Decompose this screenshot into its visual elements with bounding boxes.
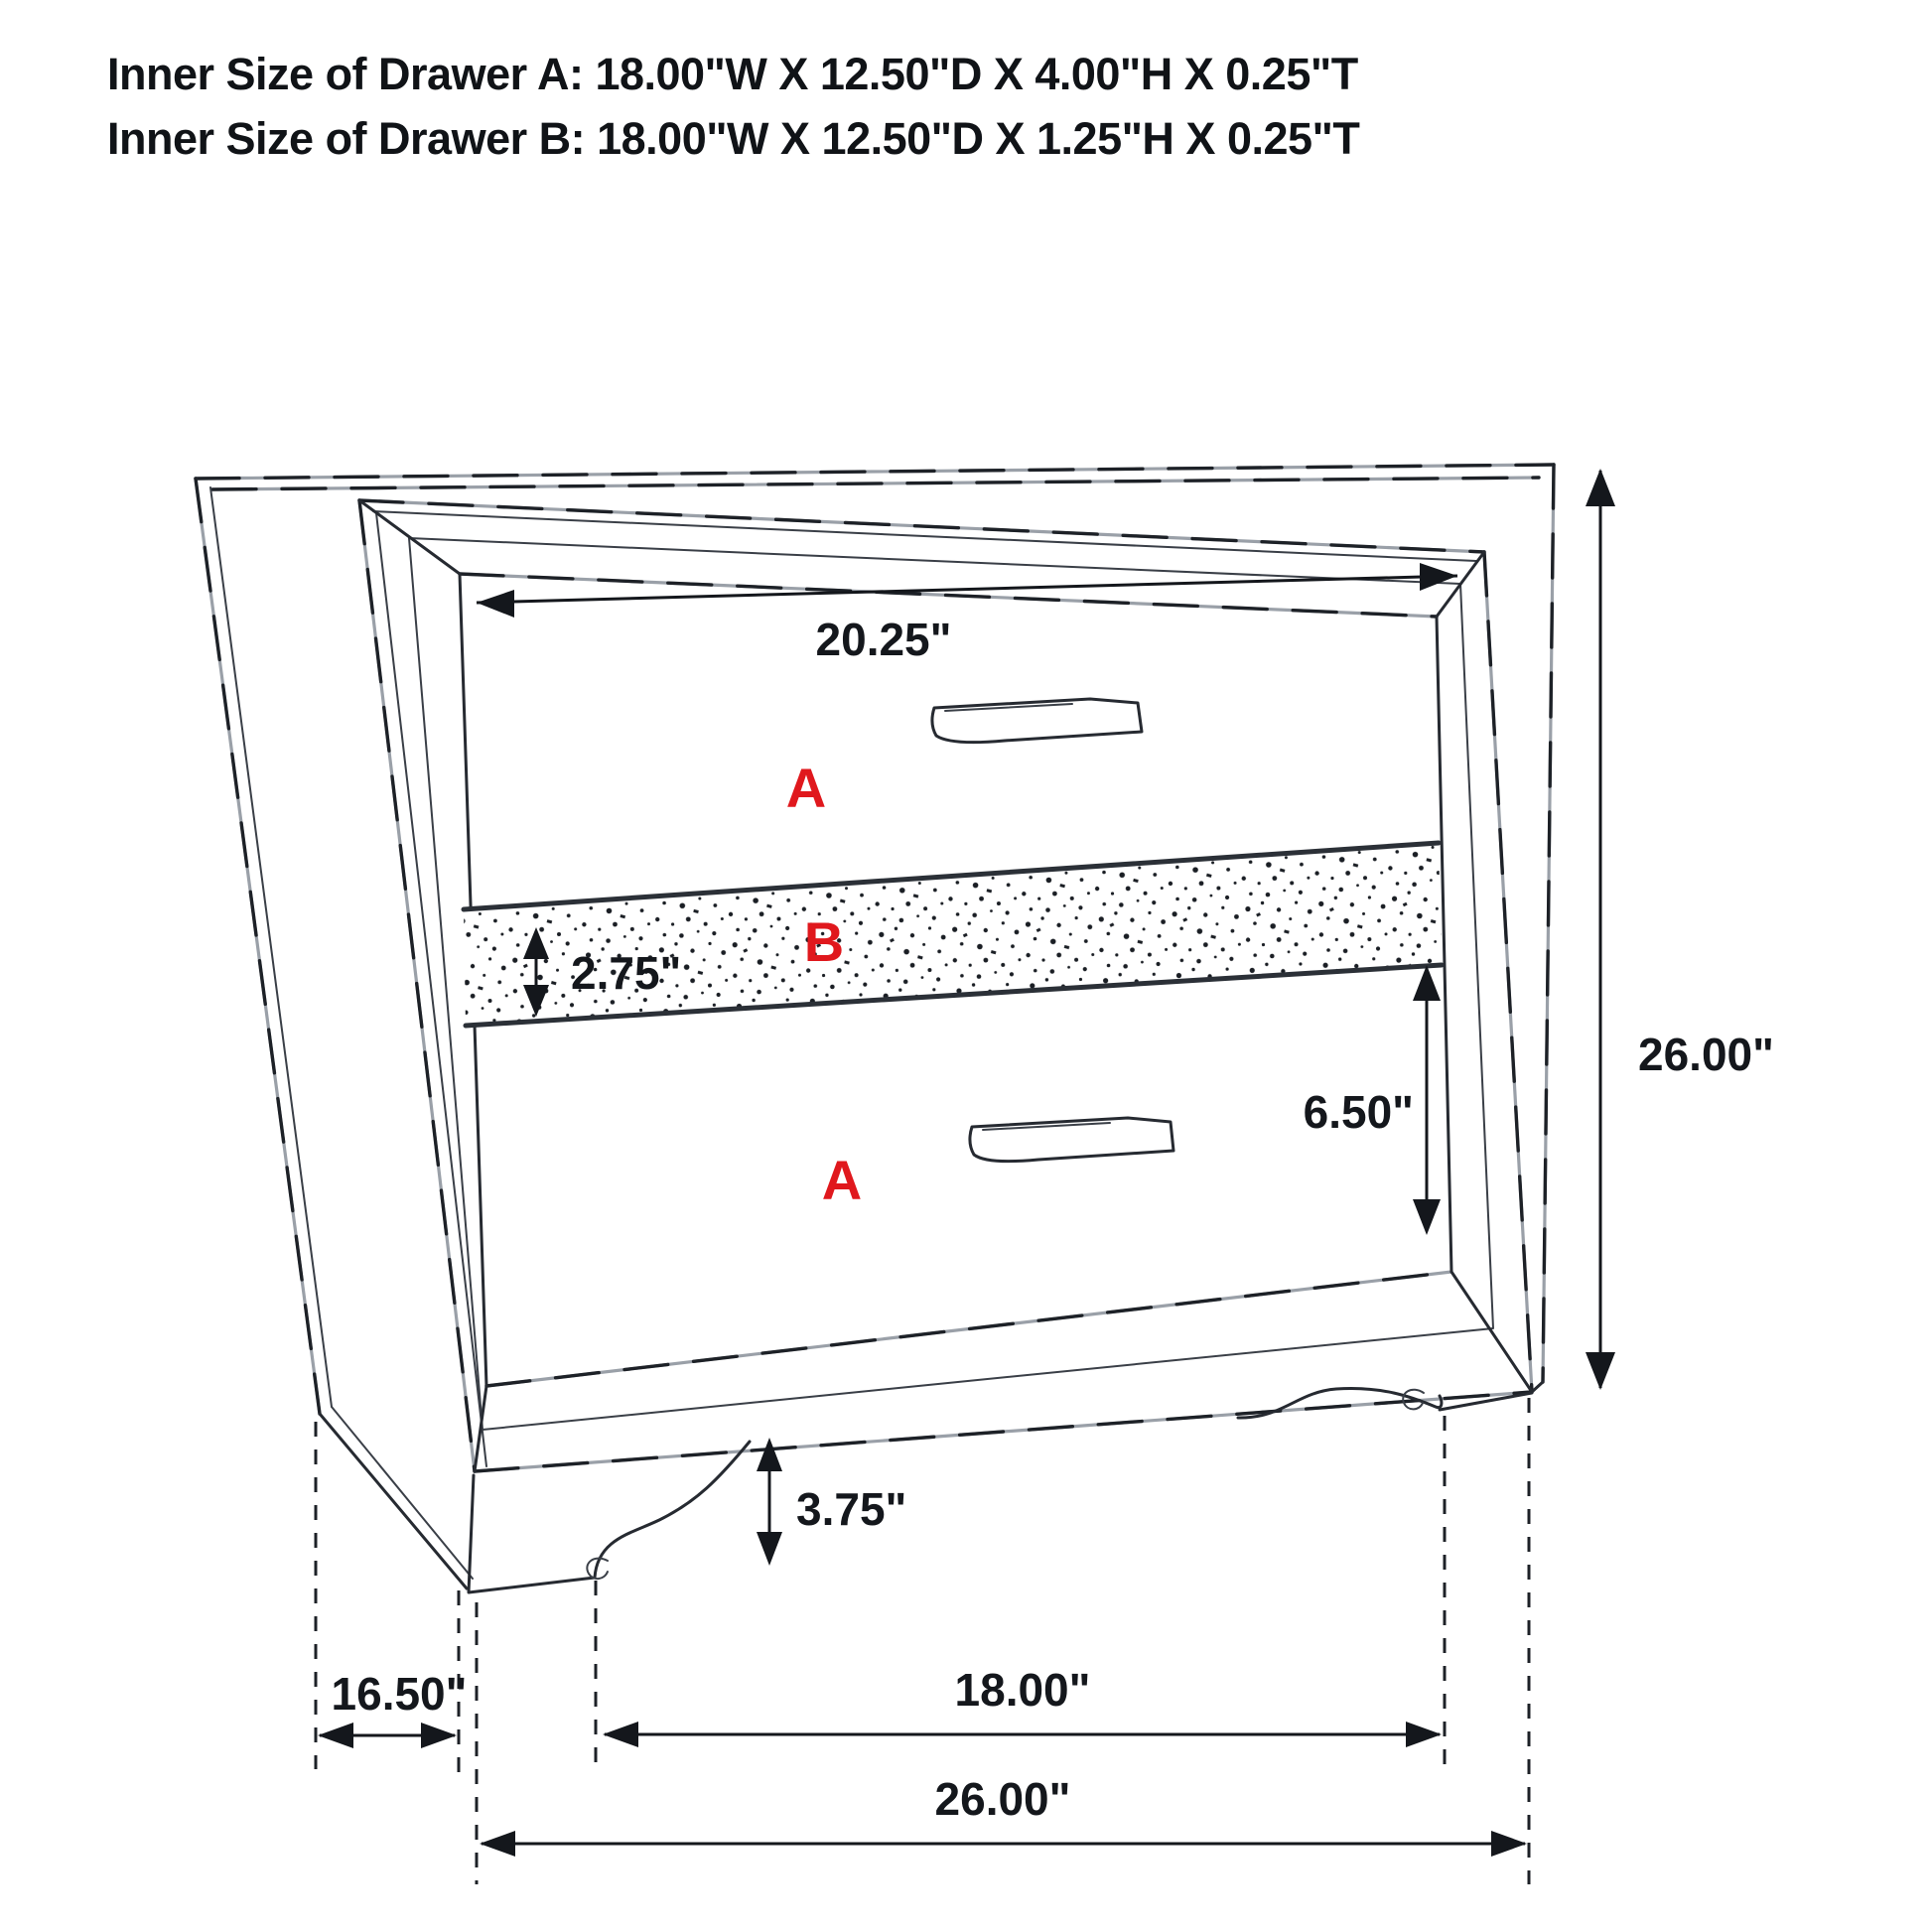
dimension-labels bbox=[332, 614, 1774, 1825]
dim-drawer-a-height-label: 6.50" bbox=[1303, 1086, 1414, 1138]
dim-side-depth-label: 16.50" bbox=[331, 1668, 468, 1720]
dim-overall-width-label: 26.00" bbox=[934, 1773, 1071, 1825]
header-drawer-a-size: Inner Size of Drawer A: 18.00"W X 12.50"D X 4.00"H X 0.25"T bbox=[107, 49, 1358, 99]
label-drawer-a-bottom: A bbox=[821, 1149, 863, 1211]
dim-drawer-width-label: 18.00" bbox=[954, 1664, 1091, 1716]
right-foot bbox=[1238, 1388, 1442, 1418]
dim-foot-height-label: 3.75" bbox=[796, 1483, 907, 1535]
label-drawer-b: B bbox=[803, 910, 845, 973]
left-foot bbox=[469, 1442, 750, 1592]
header-drawer-b-size: Inner Size of Drawer B: 18.00"W X 12.50"D X 1.25"H X 0.25"T bbox=[107, 113, 1360, 164]
bracket-feet bbox=[469, 1388, 1532, 1592]
dimension-annotations bbox=[318, 469, 1615, 1857]
dim-drawer-b-height-label: 2.75" bbox=[571, 947, 682, 999]
dim-inner-width-label: 20.25" bbox=[815, 614, 952, 665]
dim-overall-height-label: 26.00" bbox=[1638, 1029, 1774, 1080]
label-drawer-a-top: A bbox=[785, 757, 827, 819]
